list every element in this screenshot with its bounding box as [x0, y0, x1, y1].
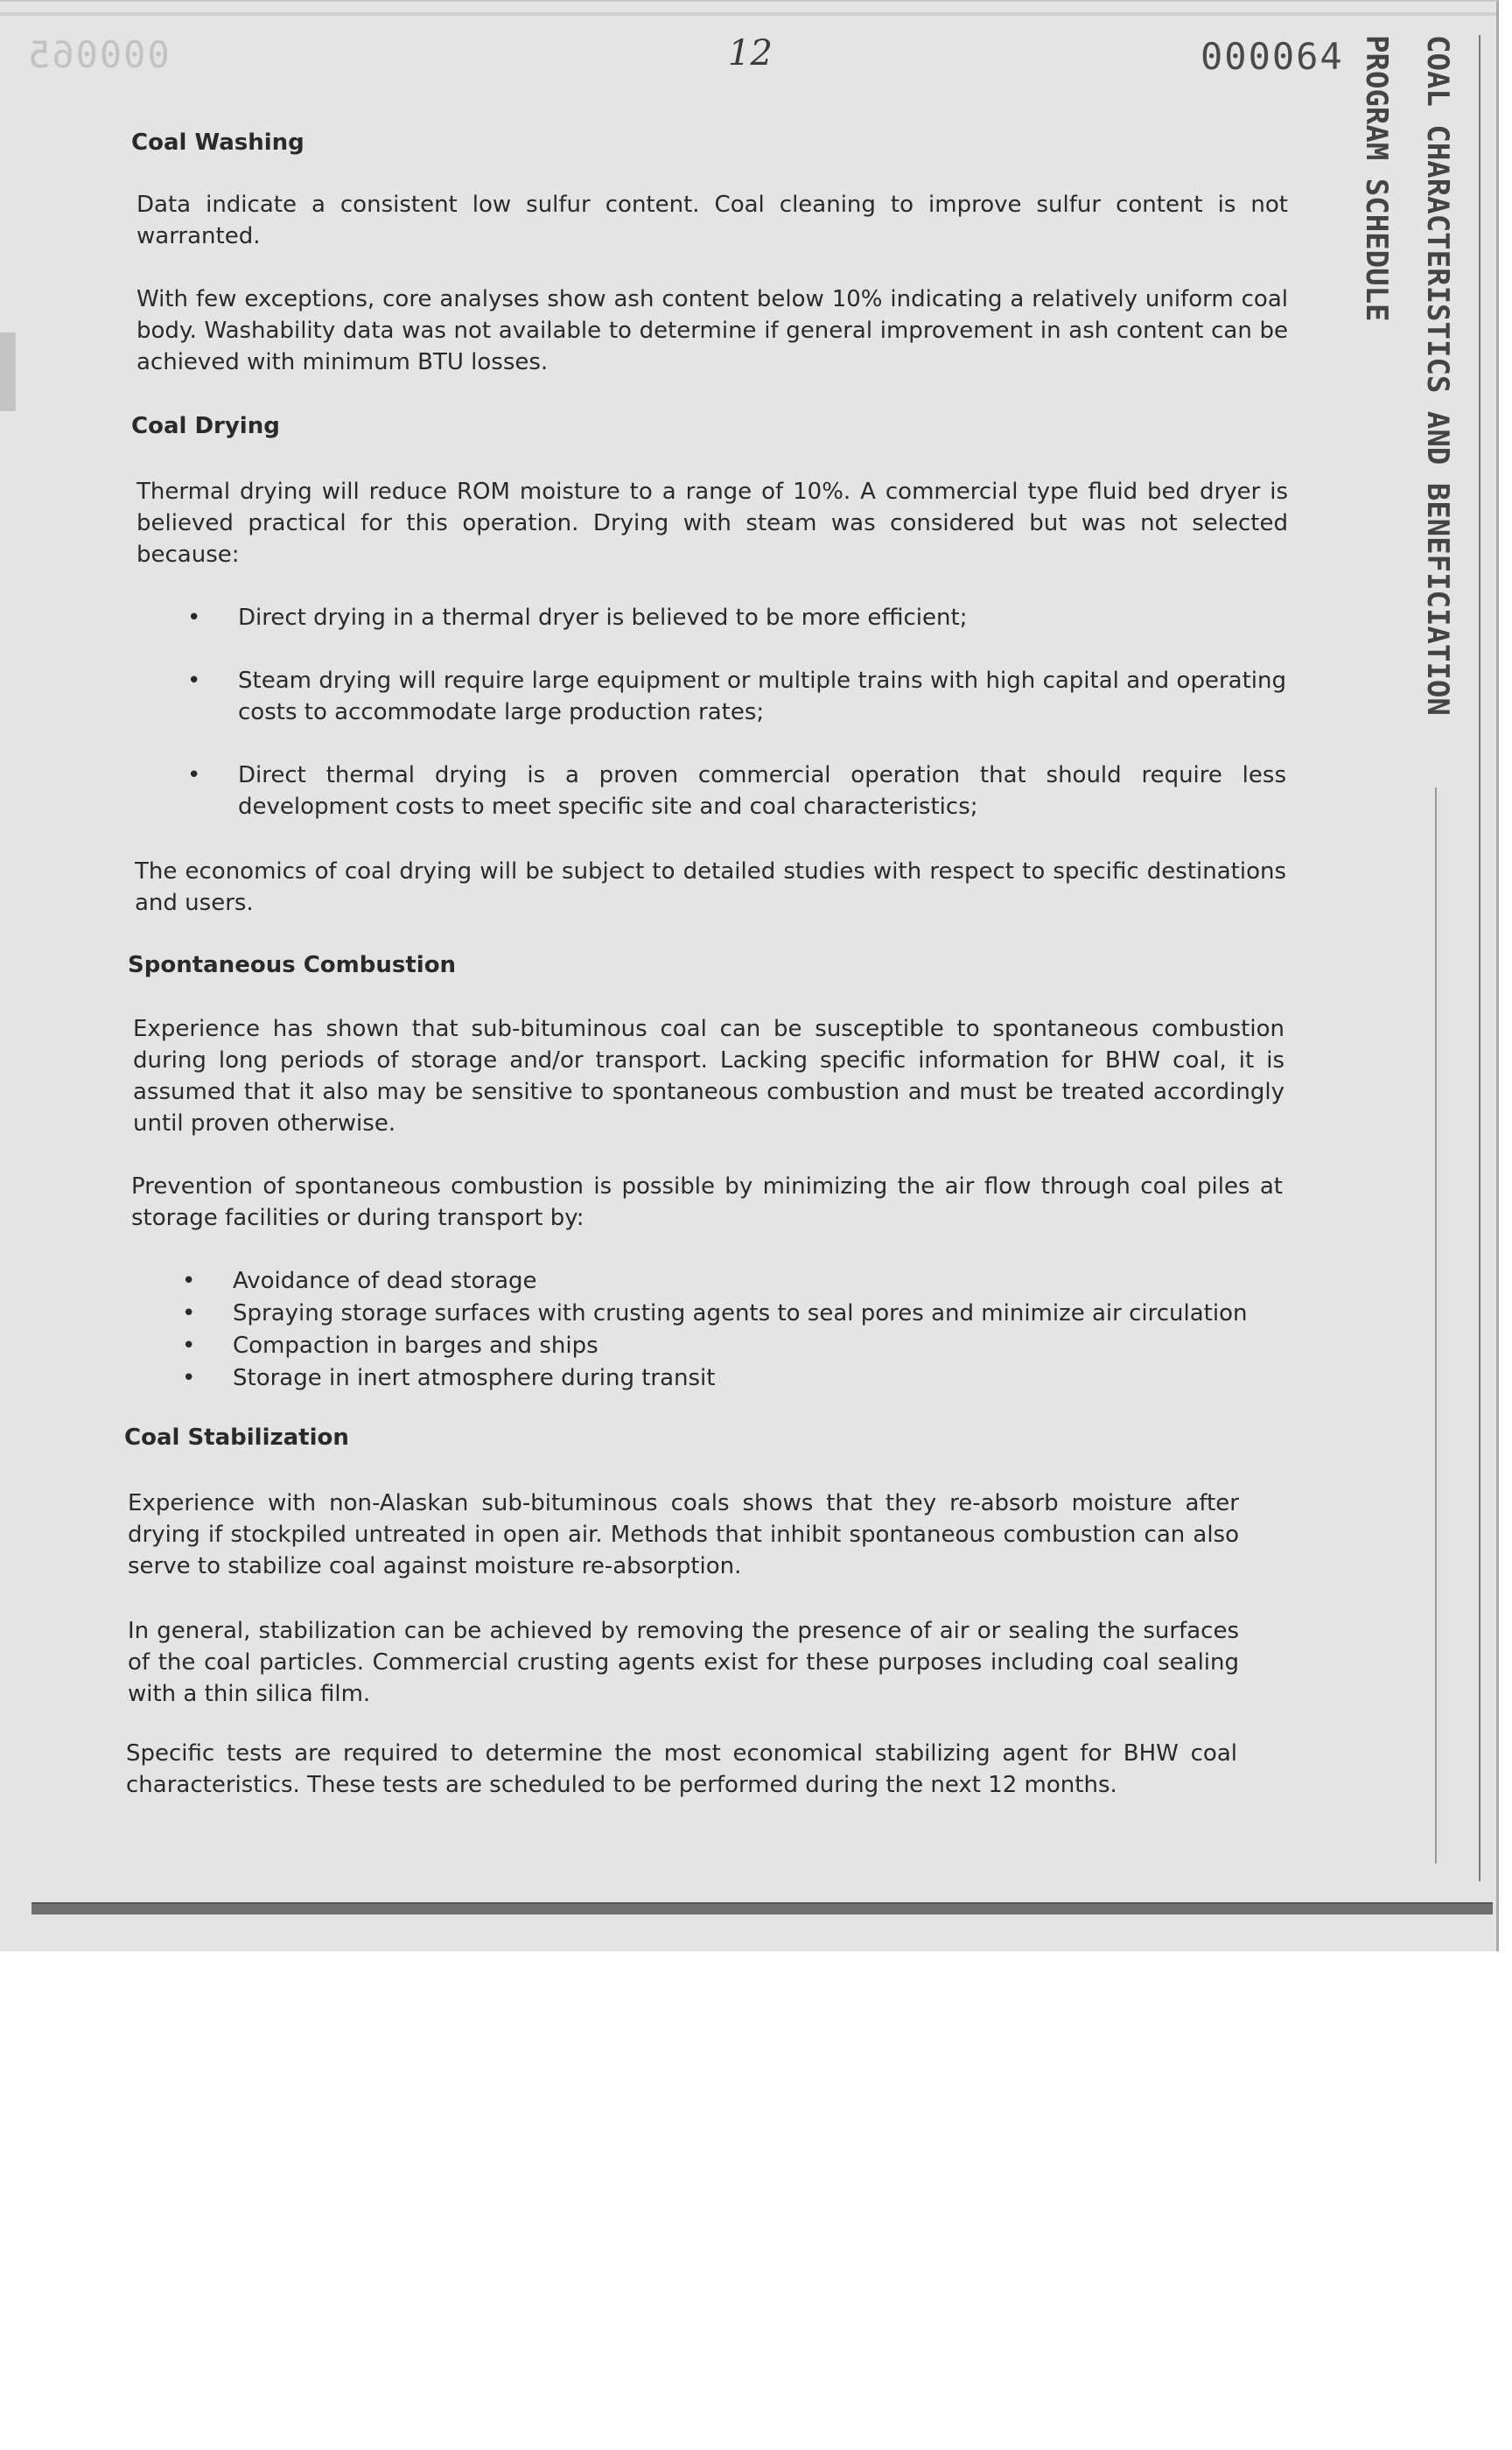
paragraph: Experience has shown that sub-bituminous coal can be susceptible to spontaneous combustion during long periods of storage and/or transport. Lacking specific information for BHW coal, it is assumed that it also may be sensitive to spontaneous combustion and must be treated accordingly until proven otherwise. — [133, 1016, 1284, 1137]
side-title-line2: PROGRAM SCHEDULE — [1359, 35, 1394, 322]
paragraph: Thermal drying will reduce ROM moisture to a range of 10%. A commercial type fluid bed dryer is believed practical for this operation. Drying with steam was considered but was not selected because: — [136, 479, 1288, 568]
paragraph: Experience with non-Alaskan sub-bituminous coals shows that they re-absorb moisture after drying if stockpiled untreated in open air. Methods that inhibit spontaneous combustion can also serve to stabilize coal against moisture re-absorption. — [128, 1490, 1239, 1579]
side-title — [1346, 35, 1468, 788]
drying-reasons-list — [187, 602, 1286, 854]
prevention-methods-list — [182, 1265, 1320, 1395]
page-number: 12 — [728, 33, 773, 74]
list-item: • Storage in inert atmosphere during transit — [182, 1362, 1320, 1395]
side-title-line1: COAL CHARACTERISTICS AND BENEFICIATION — [1420, 35, 1455, 716]
side-rule-inner — [1435, 788, 1437, 1864]
paragraph: With few exceptions, core analyses show ash content below 10% indicating a relatively uniform coal body. Washability data was not available to determine if general improvement in ash content can be achieved with minimum BTU losses. — [136, 286, 1288, 375]
paragraph: Data indicate a consistent low sulfur content. Coal cleaning to improve sulfur content is not warranted. — [136, 192, 1288, 249]
heading-coal-washing: Coal Washing — [131, 130, 304, 156]
paragraph: Specific tests are required to determine the most economical stabilizing agent for BHW coal characteristics. These tests are scheduled to be performed during the next 12 months. — [126, 1740, 1237, 1798]
heading-coal-stabilization: Coal Stabilization — [124, 1424, 349, 1451]
left-edge-shadow — [0, 332, 16, 411]
ghost-document-number: 000065 — [26, 33, 170, 76]
heading-spontaneous-combustion: Spontaneous Combustion — [128, 952, 457, 978]
list-item: • Spraying storage surfaces with crusting agents to seal pores and minimize air circulation — [182, 1298, 1320, 1330]
paragraph: In general, stabilization can be achieved by removing the presence of air or sealing the surfaces of the coal particles. Commercial crusting agents exist for these purposes including coal sealing with a thin silica film. — [128, 1618, 1239, 1707]
list-item: • Steam drying will require large equipment or multiple trains with high capital and operating costs to accommodate large production rates; — [187, 665, 1286, 728]
paragraph: The economics of coal drying will be subject to detailed studies with respect to specific destinations and users. — [135, 858, 1286, 916]
list-item: • Avoidance of dead storage — [182, 1265, 1320, 1298]
top-edge-shadow — [0, 12, 1496, 16]
bottom-edge-bar — [32, 1902, 1493, 1914]
list-item: • Direct thermal drying is a proven commercial operation that should require less development costs to meet specific site and coal characteristics; — [187, 760, 1286, 822]
list-item: • Direct drying in a thermal dryer is believed to be more efficient; — [187, 602, 1286, 634]
heading-coal-drying: Coal Drying — [131, 413, 280, 439]
side-rule — [1479, 35, 1480, 1881]
list-item: • Compaction in barges and ships — [182, 1330, 1320, 1362]
document-number: 000064 — [1200, 35, 1344, 78]
paragraph: Prevention of spontaneous combustion is possible by minimizing the air flow through coal piles at storage facilities or during transport by: — [131, 1173, 1283, 1231]
